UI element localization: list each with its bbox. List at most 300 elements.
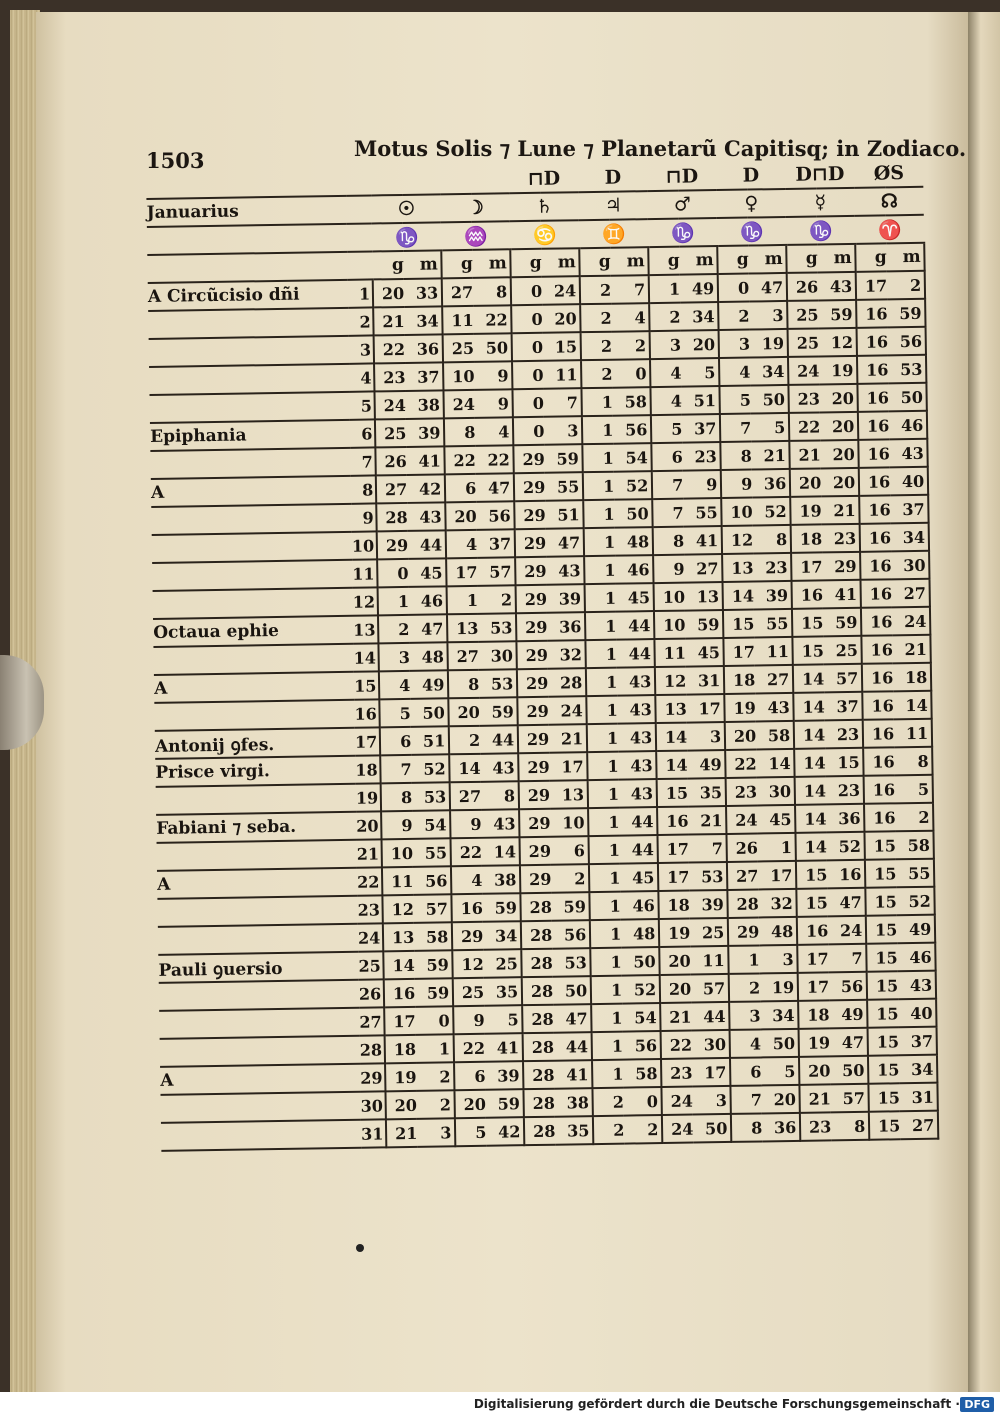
position-value: 24: [444, 390, 475, 418]
position-value: 1: [589, 836, 620, 864]
position-value: 28: [522, 949, 553, 977]
position-value: 50: [411, 698, 449, 727]
position-value: 44: [554, 1032, 592, 1061]
position-value: 18: [893, 663, 931, 692]
position-value: 22: [473, 305, 511, 334]
position-value: 29: [514, 473, 545, 501]
position-value: 46: [615, 555, 653, 584]
sign-symbol: ♑: [786, 216, 855, 245]
position-value: 14: [656, 723, 687, 751]
position-value: 22: [451, 838, 482, 866]
position-value: 46: [621, 891, 659, 920]
position-value: 23: [826, 776, 864, 805]
position-value: 39: [754, 581, 792, 610]
position-value: 3: [417, 1118, 455, 1147]
position-value: 29: [518, 753, 549, 781]
position-value: 8: [473, 277, 511, 306]
motion-marker: D⊓D: [785, 161, 854, 189]
position-value: 56: [829, 972, 867, 1001]
position-value: 33: [404, 278, 442, 307]
planet-symbol: ♃: [579, 191, 648, 220]
position-value: 12: [453, 950, 484, 978]
position-value: 37: [890, 495, 928, 524]
planet-symbol: ♄: [510, 192, 579, 221]
day-number: 29: [360, 1063, 386, 1091]
position-value: 25: [443, 334, 474, 362]
position-value: 8: [448, 670, 479, 698]
position-value: 27: [376, 475, 407, 503]
position-value: 49: [897, 915, 935, 944]
feast-label: [153, 644, 353, 675]
position-value: 19: [760, 973, 798, 1002]
position-value: 47: [749, 273, 787, 302]
feast-label: [159, 980, 359, 1011]
position-value: 41: [407, 446, 445, 475]
position-value: 31: [900, 1083, 938, 1112]
position-value: 19: [659, 919, 690, 947]
position-value: 52: [752, 497, 790, 526]
position-value: 16: [827, 860, 865, 889]
day-number: 13: [353, 615, 379, 643]
position-value: 19: [750, 329, 788, 358]
position-value: 25: [484, 949, 522, 978]
position-value: 26: [727, 833, 758, 861]
position-value: 50: [693, 1114, 731, 1143]
position-value: 26: [787, 272, 818, 300]
position-value: 1: [582, 416, 613, 444]
position-value: 27: [442, 278, 473, 306]
feast-label: [160, 1092, 360, 1123]
position-value: 18: [791, 524, 822, 552]
position-value: 45: [757, 805, 795, 834]
position-value: 5: [720, 386, 751, 414]
position-value: 38: [555, 1088, 593, 1117]
position-value: 5: [895, 775, 933, 804]
position-value: 57: [831, 1084, 869, 1113]
position-value: 1: [584, 556, 615, 584]
position-value: 4: [379, 671, 410, 699]
position-value: 17: [758, 861, 796, 890]
feast-label: [150, 392, 350, 423]
position-value: 20: [445, 502, 476, 530]
position-value: 9: [381, 811, 412, 839]
position-value: 17: [687, 694, 725, 723]
position-value: 58: [896, 831, 934, 860]
position-value: 59: [823, 608, 861, 637]
position-value: 8: [381, 783, 412, 811]
position-value: 7: [720, 414, 751, 442]
position-value: 45: [686, 638, 724, 667]
position-value: 4: [650, 359, 681, 387]
position-value: 20: [455, 1090, 486, 1118]
position-value: 10: [654, 611, 685, 639]
position-value: 1: [585, 612, 616, 640]
position-value: 44: [408, 530, 446, 559]
position-value: 2: [729, 973, 760, 1001]
position-value: 12: [655, 667, 686, 695]
position-value: 57: [824, 664, 862, 693]
feast-label: A: [154, 672, 354, 703]
position-value: 58: [756, 721, 794, 750]
motion-marker: ØS: [854, 160, 923, 188]
position-value: 41: [554, 1060, 592, 1089]
position-value: 49: [829, 1000, 867, 1029]
feast-label: A: [157, 868, 357, 899]
position-value: 59: [483, 893, 521, 922]
position-value: 13: [550, 780, 588, 809]
position-value: 43: [618, 695, 656, 724]
feast-label: Octaua ephie: [153, 616, 353, 647]
position-value: 1: [592, 1060, 623, 1088]
position-value: 22: [789, 412, 820, 440]
position-value: 46: [409, 586, 447, 615]
position-value: 29: [728, 917, 759, 945]
motion-marker: ⊓D: [509, 165, 578, 193]
position-value: 14: [894, 691, 932, 720]
position-value: 8: [731, 1113, 762, 1141]
unit-label: g: [511, 249, 542, 277]
feast-label: [149, 336, 349, 367]
position-value: 22: [661, 1031, 692, 1059]
position-value: 27: [755, 665, 793, 694]
position-value: 52: [411, 754, 449, 783]
position-value: 40: [898, 999, 936, 1028]
position-value: 7: [731, 1085, 762, 1113]
position-value: 26: [376, 447, 407, 475]
position-value: 0: [512, 333, 543, 361]
unit-label: g: [442, 250, 473, 278]
ephemeris-table: [146, 160, 940, 1152]
position-value: 29: [516, 585, 547, 613]
position-value: 30: [757, 777, 795, 806]
position-value: 28: [548, 668, 586, 697]
position-value: 4: [446, 530, 477, 558]
position-value: 24: [549, 696, 587, 725]
day-number: 23: [357, 895, 383, 923]
position-value: 15: [867, 971, 898, 999]
position-value: 16: [857, 355, 888, 383]
feast-label: Pauli ꝯuersio: [158, 952, 358, 983]
position-value: 21: [386, 1119, 417, 1147]
position-value: 29: [516, 613, 547, 641]
position-value: 28: [376, 503, 407, 531]
position-value: 57: [691, 974, 729, 1003]
position-value: 15: [825, 748, 863, 777]
feast-label: A: [151, 476, 351, 507]
position-value: 3: [379, 643, 410, 671]
position-value: 14: [794, 720, 825, 748]
feast-label: [151, 504, 351, 535]
position-value: 3: [729, 1001, 760, 1029]
feast-label: [157, 896, 357, 927]
position-value: 39: [690, 890, 728, 919]
position-value: 4: [451, 866, 482, 894]
position-value: 47: [546, 528, 584, 557]
position-value: 29: [520, 837, 551, 865]
position-value: 47: [409, 614, 447, 643]
footer-bar: [0, 1394, 1000, 1416]
feast-label: [150, 448, 350, 479]
position-value: 24: [828, 916, 866, 945]
position-value: 25: [453, 978, 484, 1006]
position-value: 14: [756, 749, 794, 778]
position-value: 8: [894, 747, 932, 776]
position-value: 21: [549, 724, 587, 753]
position-value: 32: [548, 640, 586, 669]
position-value: 24: [662, 1115, 693, 1143]
position-value: 54: [622, 1003, 660, 1032]
position-value: 2: [551, 864, 589, 893]
position-value: 25: [787, 300, 818, 328]
position-value: 59: [887, 299, 925, 328]
position-value: 22: [445, 446, 476, 474]
position-value: 14: [449, 754, 480, 782]
position-value: 28: [522, 977, 553, 1005]
header-spacer: [147, 251, 373, 283]
position-value: 1: [447, 586, 478, 614]
day-number: 15: [354, 671, 380, 699]
position-value: 23: [753, 553, 791, 582]
day-number: 5: [349, 391, 375, 419]
position-value: 44: [691, 1002, 729, 1031]
sign-symbol: ♒: [441, 221, 510, 250]
position-value: 21: [373, 307, 404, 335]
position-value: 34: [750, 357, 788, 386]
position-value: 55: [545, 472, 583, 501]
position-value: 56: [623, 1031, 661, 1060]
position-value: 53: [478, 613, 516, 642]
position-value: 56: [413, 866, 451, 895]
position-value: 1: [583, 500, 614, 528]
position-value: 1: [758, 833, 796, 862]
position-value: 20: [373, 279, 404, 307]
position-value: 28: [521, 893, 552, 921]
position-value: 16: [859, 439, 890, 467]
position-value: 19: [790, 496, 821, 524]
position-value: 1: [586, 640, 617, 668]
position-value: 1: [590, 920, 621, 948]
position-value: 15: [867, 999, 898, 1027]
position-value: 9: [683, 470, 721, 499]
feast-label: [160, 1036, 360, 1067]
position-value: 1: [416, 1034, 454, 1063]
feast-label: [158, 924, 358, 955]
position-value: 14: [793, 664, 824, 692]
position-value: 59: [685, 610, 723, 639]
position-value: 13: [722, 554, 753, 582]
position-value: 59: [480, 697, 518, 726]
position-value: 49: [410, 670, 448, 699]
position-value: 9: [721, 470, 752, 498]
day-number: 3: [349, 335, 375, 363]
position-value: 1: [592, 1032, 623, 1060]
position-value: 48: [410, 642, 448, 671]
position-value: 16: [860, 551, 891, 579]
position-value: 49: [680, 274, 718, 303]
day-number: 10: [352, 531, 378, 559]
position-value: 10: [550, 808, 588, 837]
planet-symbol: ☽: [441, 193, 510, 222]
position-value: 2: [416, 1062, 454, 1091]
position-value: 29: [515, 529, 546, 557]
position-value: 1: [378, 587, 409, 615]
position-value: 27: [450, 782, 481, 810]
feast-label: [153, 588, 353, 619]
position-value: 37: [405, 362, 443, 391]
position-value: 57: [414, 894, 452, 923]
position-value: 0: [511, 277, 542, 305]
position-value: 59: [415, 950, 453, 979]
feast-label: Fabiani ⁊ seba.: [156, 812, 356, 843]
position-value: 48: [759, 917, 797, 946]
position-value: 16: [859, 495, 890, 523]
day-number: 6: [350, 419, 376, 447]
position-value: 17: [658, 835, 689, 863]
position-value: 19: [385, 1063, 416, 1091]
position-value: 16: [862, 663, 893, 691]
position-value: 34: [891, 523, 929, 552]
position-value: 6: [445, 474, 476, 502]
position-value: 37: [899, 1027, 937, 1056]
position-value: 21: [660, 1003, 691, 1031]
position-value: 29: [518, 697, 549, 725]
day-number: 11: [352, 559, 378, 587]
position-value: 24: [542, 276, 580, 305]
position-value: 23: [374, 363, 405, 391]
position-value: 3: [687, 722, 725, 751]
position-value: 21: [893, 635, 931, 664]
position-value: 27: [684, 554, 722, 583]
unit-label: g: [717, 246, 748, 274]
position-value: 36: [547, 612, 585, 641]
day-number: 16: [354, 699, 380, 727]
position-value: 54: [412, 810, 450, 839]
day-number: 12: [353, 587, 379, 615]
planet-symbol: ☿: [786, 188, 855, 217]
position-value: 1: [728, 945, 759, 973]
day-number: 27: [359, 1007, 385, 1035]
unit-label: m: [611, 247, 649, 276]
position-value: 47: [830, 1028, 868, 1057]
month-label: Januarius: [146, 195, 372, 227]
position-value: 21: [688, 806, 726, 835]
position-value: 36: [752, 469, 790, 498]
position-value: 5: [761, 1057, 799, 1086]
position-value: 22: [374, 335, 405, 363]
position-value: 14: [795, 776, 826, 804]
ink-dot: [356, 1244, 364, 1252]
motion-marker: D: [716, 162, 785, 190]
unit-label: g: [855, 243, 886, 271]
feast-label: Antonij ꝯfes.: [155, 728, 355, 759]
position-value: 50: [751, 385, 789, 414]
position-value: 7: [611, 275, 649, 304]
position-value: 53: [888, 355, 926, 384]
position-value: 0: [718, 274, 749, 302]
position-value: 4: [475, 417, 513, 446]
feast-label: Epiphania: [150, 420, 350, 451]
position-value: 17: [724, 637, 755, 665]
position-value: 15: [866, 887, 897, 915]
position-value: 35: [688, 778, 726, 807]
unit-label: m: [886, 243, 924, 272]
position-value: 22: [476, 445, 514, 474]
position-value: 17: [446, 558, 477, 586]
position-value: 44: [617, 639, 655, 668]
position-value: 16: [384, 979, 415, 1007]
position-value: 27: [892, 579, 930, 608]
day-number: 17: [355, 727, 381, 755]
unit-label: m: [748, 245, 786, 274]
position-value: 17: [791, 552, 822, 580]
position-value: 1: [583, 444, 614, 472]
position-value: 29: [517, 669, 548, 697]
position-value: 2: [895, 803, 933, 832]
position-value: 5: [484, 1005, 522, 1034]
position-value: 10: [443, 362, 474, 390]
position-value: 25: [824, 636, 862, 665]
position-value: 8: [831, 1112, 869, 1141]
position-value: 59: [545, 444, 583, 473]
position-value: 4: [651, 387, 682, 415]
position-value: 35: [555, 1116, 593, 1145]
position-value: 16: [861, 579, 892, 607]
position-value: 59: [486, 1089, 524, 1118]
position-value: 47: [553, 1004, 591, 1033]
position-value: 43: [619, 779, 657, 808]
position-value: 22: [725, 749, 756, 777]
position-value: 36: [826, 804, 864, 833]
unit-label: m: [404, 250, 442, 279]
footer-text: Digitalisierung gefördert durch die Deutsche Forschungsgemeinschaft ·: [473, 1397, 960, 1411]
position-value: 37: [477, 529, 515, 558]
position-value: 16: [863, 691, 894, 719]
position-value: 58: [623, 1059, 661, 1088]
position-value: 58: [613, 387, 651, 416]
position-value: 21: [800, 1084, 831, 1112]
position-value: 43: [407, 502, 445, 531]
position-value: 43: [617, 667, 655, 696]
position-value: 43: [818, 272, 856, 301]
position-value: 45: [620, 863, 658, 892]
unit-label: g: [649, 247, 680, 275]
position-value: 0: [377, 559, 408, 587]
position-value: 38: [482, 865, 520, 894]
position-value: 59: [415, 978, 453, 1007]
position-value: 3: [544, 416, 582, 445]
position-value: 0: [415, 1006, 453, 1035]
position-value: 46: [897, 943, 935, 972]
position-value: 3: [719, 330, 750, 358]
position-value: 45: [408, 558, 446, 587]
position-value: 1: [591, 976, 622, 1004]
position-value: 19: [819, 356, 857, 385]
position-value: 7: [828, 944, 866, 973]
position-value: 5: [681, 358, 719, 387]
position-value: 16: [863, 719, 894, 747]
position-value: 15: [868, 1027, 899, 1055]
position-value: 16: [862, 635, 893, 663]
position-value: 3: [749, 301, 787, 330]
day-number: 8: [351, 475, 377, 503]
position-value: 4: [611, 303, 649, 332]
position-value: 9: [453, 1006, 484, 1034]
position-value: 15: [723, 610, 754, 638]
position-value: 1: [589, 864, 620, 892]
position-value: 30: [479, 641, 517, 670]
position-value: 52: [897, 887, 935, 916]
position-value: 0: [511, 305, 542, 333]
